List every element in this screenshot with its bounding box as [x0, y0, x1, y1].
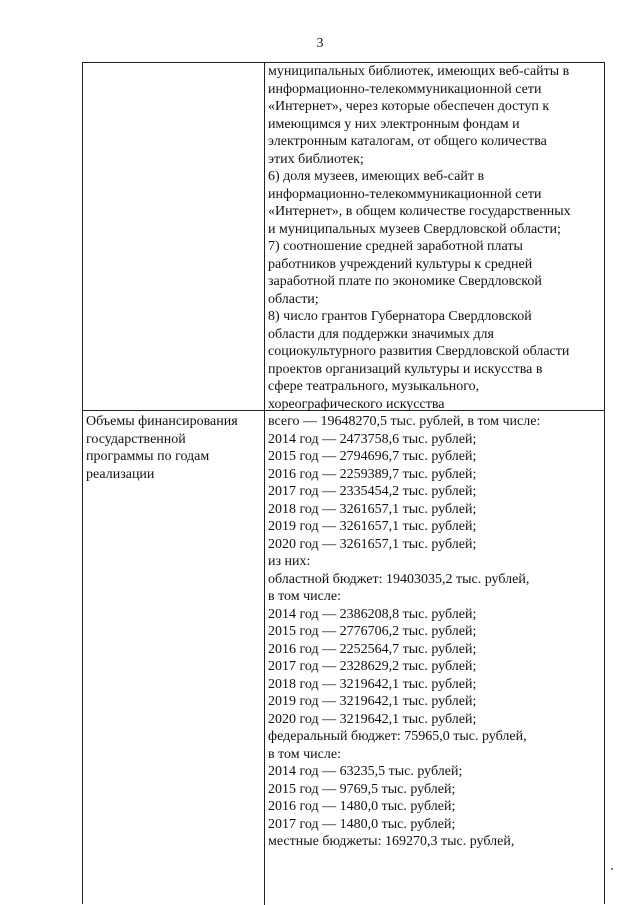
financing-line: в том числе: [268, 746, 341, 762]
text-line: «Интернет», через которые обеспечен доступ к [268, 99, 550, 114]
financing-line: 2020 год — 3219642,1 тыс. рублей; [268, 711, 477, 727]
financing-line: 2016 год — 1480,0 тыс. рублей; [268, 799, 456, 814]
financing-line: областной бюджет: 19403035,2 тыс. рублей, [268, 571, 530, 587]
financing-line: 2019 год — 3219642,1 тыс. рублей; [268, 694, 477, 709]
financing-line: 2015 год — 2776706,2 тыс. рублей; [268, 624, 477, 639]
text-line: этих библиотек; [268, 151, 364, 167]
financing-values-cell [268, 413, 602, 851]
table-row-financing [83, 411, 604, 905]
label-line: программы по годам [86, 449, 210, 464]
text-line: проектов организаций культуры и искусства в [268, 361, 543, 377]
column-divider [264, 63, 265, 410]
text-line: 7) соотношение средней заработной платы [268, 239, 523, 254]
financing-line: 2017 год — 1480,0 тыс. рублей; [268, 816, 456, 832]
financing-line: 2018 год — 3261657,1 тыс. рублей; [268, 501, 477, 517]
table-row-indicators [83, 63, 604, 411]
financing-line: 2016 год — 2252564,7 тыс. рублей; [268, 641, 477, 657]
text-line: муниципальных библиотек, имеющих веб-сайты в [268, 64, 570, 79]
text-line: заработной плате по экономике Свердловской [268, 274, 542, 289]
text-line: 8) число грантов Губернатора Свердловской [268, 309, 532, 324]
text-line: электронным каталогам, от общего количества [268, 134, 547, 149]
indicators-text-cell [268, 63, 602, 413]
financing-line: 2017 год — 2328629,2 тыс. рублей; [268, 659, 477, 674]
text-line: информационно-телекоммуникационной сети [268, 186, 542, 202]
financing-line: 2016 год — 2259389,7 тыс. рублей; [268, 466, 477, 482]
financing-line: местные бюджеты: 169270,3 тыс. рублей, [268, 834, 515, 849]
financing-line: 2014 год — 2473758,6 тыс. рублей; [268, 431, 477, 447]
scan-speck [611, 868, 613, 870]
text-line: работников учреждений культуры к средней [268, 256, 533, 272]
financing-line: 2017 год — 2335454,2 тыс. рублей; [268, 484, 477, 499]
text-line: информационно-телекоммуникационной сети [268, 81, 542, 97]
column-divider [264, 411, 265, 905]
text-line: 6) доля музеев, имеющих веб-сайт в [268, 169, 485, 184]
financing-line: 2015 год — 2794696,7 тыс. рублей; [268, 449, 477, 464]
page-number: 3 [316, 36, 324, 51]
financing-line: в том числе: [268, 589, 341, 604]
label-line: реализации [86, 466, 155, 482]
text-line: области для поддержки значимых для [268, 326, 494, 342]
financing-line: 2020 год — 3261657,1 тыс. рублей; [268, 536, 477, 552]
financing-line: всего — 19648270,5 тыс. рублей, в том числе: [268, 414, 541, 429]
text-line: хореографического искусства [268, 396, 445, 412]
text-line: и муниципальных музеев Свердловской области; [268, 221, 561, 237]
text-line: «Интернет», в общем количестве государственных [268, 204, 571, 219]
financing-line: 2019 год — 3261657,1 тыс. рублей; [268, 519, 477, 534]
financing-line: 2015 год — 9769,5 тыс. рублей; [268, 781, 456, 797]
label-line: государственной [86, 431, 186, 447]
text-line: имеющимся у них электронным фондам и [268, 116, 520, 132]
text-line: области; [268, 291, 319, 307]
financing-line: федеральный бюджет: 75965,0 тыс. рублей, [268, 729, 527, 744]
program-passport-table [82, 62, 605, 904]
label-line: Объемы финансирования [86, 414, 238, 429]
text-line: сфере театрального, музыкального, [268, 379, 480, 394]
financing-line: 2018 год — 3219642,1 тыс. рублей; [268, 676, 477, 692]
text-line: социокультурного развития Свердловской области [268, 344, 570, 359]
financing-line: 2014 год — 63235,5 тыс. рублей; [268, 764, 463, 779]
financing-label-cell [86, 413, 262, 483]
financing-line: 2014 год — 2386208,8 тыс. рублей; [268, 606, 477, 622]
financing-line: из них: [268, 554, 311, 569]
